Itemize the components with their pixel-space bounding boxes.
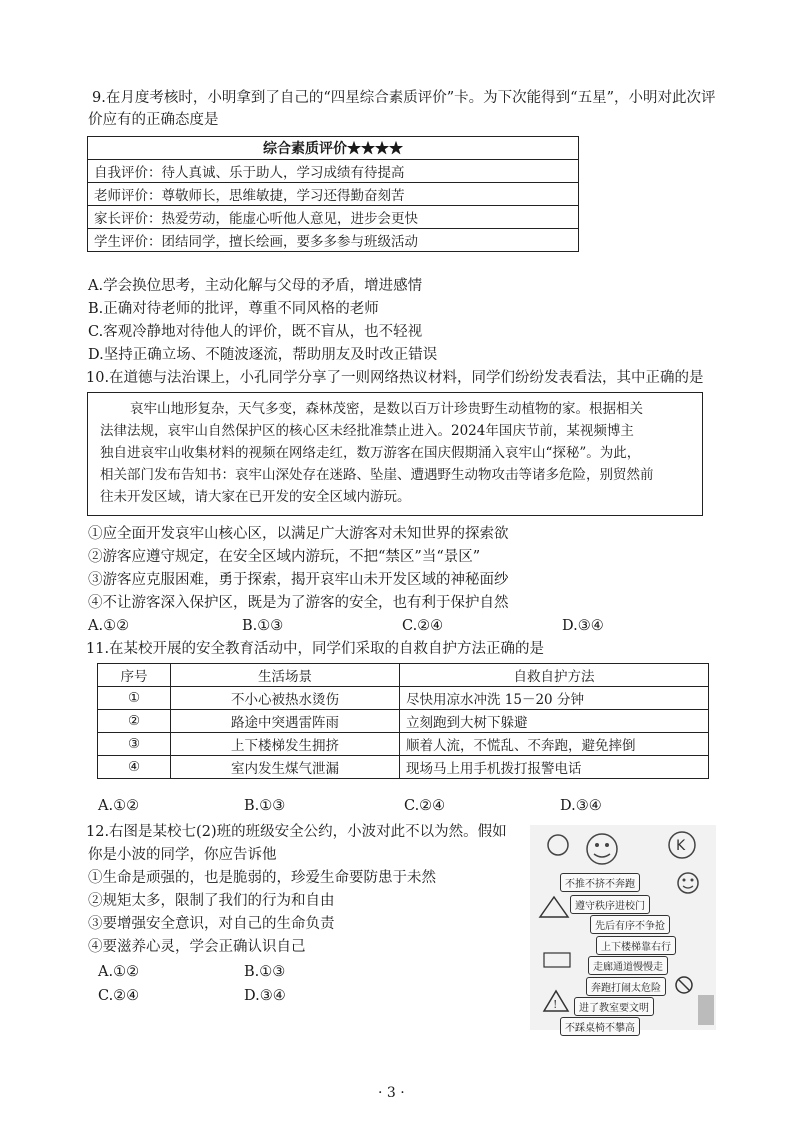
table-row (98, 733, 709, 756)
table-row (98, 687, 709, 710)
q10-option-c: C.②④ (402, 618, 444, 634)
page-number: · 3 · (378, 1085, 405, 1101)
material-line: 独自进哀牢山收集材料的视频在网络走红，数万游客在国庆假期涌入哀牢山“探秘”。为此， (100, 445, 641, 461)
q9-stem-line2: 价应有的正确态度是 (88, 112, 219, 128)
poster-sign: 上下楼梯靠右行 (596, 936, 676, 955)
table-cell: ② (98, 710, 171, 733)
poster-sign: 奔跑打闹太危险 (586, 977, 666, 996)
svg-text:!: ! (553, 998, 558, 1011)
q12-option-b: B.①③ (244, 964, 286, 980)
q10-statement-4: ④不让游客深入保护区，既是为了游客的安全，也有利于保护自然 (88, 595, 509, 611)
q10-option-b: B.①③ (242, 618, 284, 634)
q12-stem-line2: 你是小波的同学，你应告诉他 (88, 847, 277, 863)
q10-stem: 10.在道德与法治课上，小孔同学分享了一则网络热议材料，同学们纷纷发表看法，其中正确的是 (86, 370, 704, 386)
card-title: 综合素质评价★★★★ (88, 137, 579, 160)
table-cell: 尽快用凉水冲洗 15－20 分钟 (400, 687, 709, 710)
poster-sign: 走廊通道慢慢走 (588, 956, 668, 975)
q12-option-c: C.②④ (98, 988, 140, 1004)
q9-stem-line1: 9.在月度考核时，小明拿到了自己的“四星综合素质评价”卡。为下次能得到“五星”，小明对此次评 (92, 90, 716, 106)
q11-stem: 11.在某校开展的安全教育活动中，同学们采取的自救自护方法正确的是 (86, 641, 545, 657)
table-cell: ① (98, 687, 171, 710)
q10-statement-3: ③游客应克服困难，勇于探索，揭开哀牢山未开发区域的神秘面纱 (88, 572, 509, 588)
table-header: 生活场景 (171, 664, 400, 687)
table-cell: ④ (98, 756, 171, 779)
material-line: 相关部门发布告知书：哀牢山深处存在迷路、坠崖、遭遇野生动物攻击等诸多危险，别贸然前 (100, 467, 654, 483)
q12-stem-line1: 12.右图是某校七(2)班的班级安全公约，小波对此不以为然。假如 (86, 824, 507, 840)
q12-statement-4: ④要滋养心灵，学会正确认识自己 (88, 939, 306, 955)
q9-option-a: A.学会换位思考，主动化解与父母的矛盾，增进感情 (88, 278, 423, 294)
q9-option-d: D.坚持正确立场、不随波逐流，帮助朋友及时改正错误 (88, 347, 438, 363)
evaluation-card (87, 136, 579, 252)
q11-option-d: D.③④ (560, 798, 602, 814)
q9-option-b: B.正确对待老师的批评，尊重不同风格的老师 (88, 301, 379, 317)
safety-convention-poster (530, 825, 716, 1034)
table-cell: 上下楼梯发生拥挤 (171, 733, 400, 756)
svg-text:K: K (676, 838, 686, 854)
table-row (98, 710, 709, 733)
table-cell: 路途中突遇雷阵雨 (171, 710, 400, 733)
poster-sign: 不踩桌椅不攀高 (560, 1017, 640, 1036)
table-cell: 不小心被热水烫伤 (171, 687, 400, 710)
table-cell: 立刻跑到大树下躲避 (400, 710, 709, 733)
q12-statement-2: ②规矩太多，限制了我们的行为和自由 (88, 893, 335, 909)
q10-material-box (87, 392, 703, 516)
table-cell: ③ (98, 733, 171, 756)
material-line: 法律法规，哀牢山自然保护区的核心区未经批准禁止进入。2024年国庆节前，某视频博主 (100, 423, 634, 439)
poster-sign: 不推不挤不奔跑 (560, 873, 640, 892)
table-cell: 室内发生煤气泄漏 (171, 756, 400, 779)
q10-statement-1: ①应全面开发哀牢山核心区，以满足广大游客对未知世界的探索欲 (88, 526, 509, 542)
q10-option-a: A.①② (88, 618, 130, 634)
table-row (98, 756, 709, 779)
card-row: 家长评价：热爱劳动，能虚心听他人意见，进步会更快 (88, 206, 579, 229)
safety-table (97, 663, 709, 779)
q11-option-c: C.②④ (404, 798, 446, 814)
poster-sign: 遵守秩序进校门 (570, 895, 650, 914)
table-cell: 顺着人流，不慌乱、不奔跑，避免摔倒 (400, 733, 709, 756)
q10-statement-2: ②游客应遵守规定，在安全区域内游玩，不把“禁区”当“景区” (88, 549, 481, 565)
material-line: 往未开发区域，请大家在已开发的安全区域内游玩。 (100, 489, 411, 505)
q12-option-d: D.③④ (244, 988, 286, 1004)
q12-option-a: A.①② (98, 964, 140, 980)
material-line: 哀牢山地形复杂，天气多变，森林茂密，是数以百万计珍贵野生动植物的家。根据相关 (130, 401, 643, 417)
card-row: 自我评价：待人真诚、乐于助人，学习成绩有待提高 (88, 160, 579, 183)
q9-option-c: C.客观冷静地对待他人的评价，既不盲从，也不轻视 (88, 324, 423, 340)
q11-option-a: A.①② (98, 798, 140, 814)
table-header: 序号 (98, 664, 171, 687)
q12-statement-3: ③要增强安全意识，对自己的生命负责 (88, 916, 335, 932)
card-row: 老师评价：尊敬师长，思维敏捷，学习还得勤奋刻苦 (88, 183, 579, 206)
card-row: 学生评价：团结同学，擅长绘画，要多多参与班级活动 (88, 229, 579, 252)
q11-option-b: B.①③ (244, 798, 286, 814)
poster-sign: 进了教室要文明 (574, 997, 654, 1016)
poster-sign: 先后有序不争抢 (590, 915, 670, 934)
q10-option-d: D.③④ (562, 618, 604, 634)
q12-statement-1: ①生命是顽强的，也是脆弱的，珍爱生命要防患于未然 (88, 870, 436, 886)
table-cell: 现场马上用手机拨打报警电话 (400, 756, 709, 779)
table-header: 自救自护方法 (400, 664, 709, 687)
